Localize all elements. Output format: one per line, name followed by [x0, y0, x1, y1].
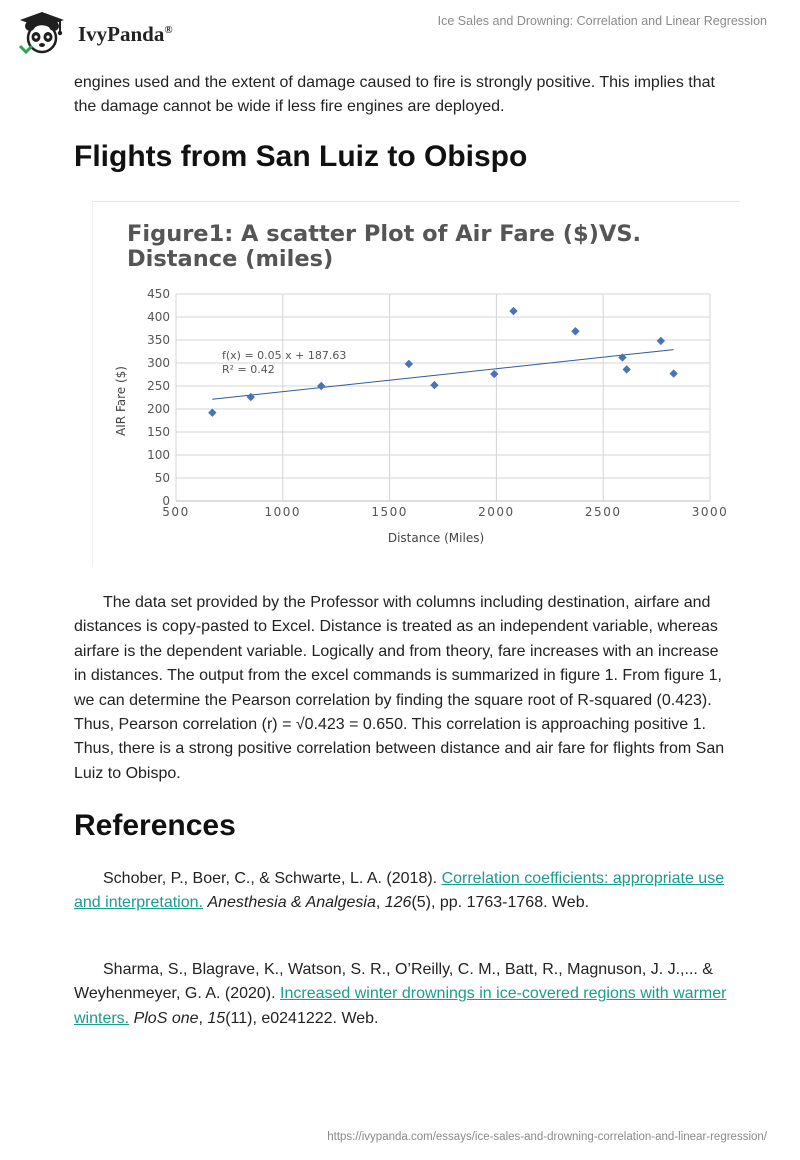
logo-text: [78, 22, 173, 47]
page-title: Ice Sales and Drowning: Correlation and Linear Regression: [437, 14, 767, 28]
source-url[interactable]: https://ivypanda.com/essays/ice-sales-and-drowning-correlation-and-linear-regression/: [327, 1131, 767, 1143]
reference-volume: 126: [384, 894, 412, 912]
registered-mark: ®: [164, 24, 173, 36]
y-tick-label: 0: [162, 494, 170, 508]
reference-authors: Schober, P., Boer, C., & Schwarte, L. A. (2018).: [103, 870, 442, 887]
y-tick-label: 400: [147, 310, 170, 324]
analysis-paragraph: The data set provided by the Professor with columns including destination, airfare and distances is copy-pasted to Excel. Distance is treated as an independent variable, whereas airfare is the dependent variable. Logically and from theory, fare increases with an increase in distances. The output from the excel commands is summarized in figure 1. From figure 1, we can determine the Pearson correlation by finding the square root of R-squared (0.423). Thus, Pearson correlation (r) = √0.423 = 0.650. This correlation is approaching positive 1. Thus, there is a strong positive correlation between distance and air fare for flights from San Luiz to Obispo.: [74, 594, 725, 782]
reference-details: (5), pp. 1763-1768. Web.: [411, 894, 590, 912]
reference-details: (11), e0241222. Web.: [225, 1009, 379, 1027]
site-header: [0, 0, 800, 70]
scatter-chart: [92, 201, 740, 566]
y-tick-label: 50: [154, 471, 170, 485]
reference-volume: 15: [207, 1009, 226, 1027]
chart-title-line1: Figure1: A scatter Plot of Air Fare ($)VS.: [127, 221, 642, 247]
logo-name: IvyPanda: [78, 22, 165, 46]
reference-item: Schober, P., Boer, C., & Schwarte, L. A. (2018). Correlation coefficients: appropriate use and interpretation. Anesthesia & Analgesia, 126(5), pp. 1763-1768. Web.: [74, 870, 725, 912]
reference-item: Sharma, S., Blagrave, K., Watson, S. R., O’Reilly, C. M., Batt, R., Magnuson, J. J.,... & Weyhenmeyer, G. A. (2020). Increased winter drownings in ice-covered regions with warmer winters. PloS one, 15(11), e0241222. Web.: [74, 961, 727, 1027]
x-tick-label: 2500: [584, 505, 622, 519]
reference-journal: Anesthesia & Analgesia: [207, 894, 376, 912]
x-tick-label: 500: [162, 505, 190, 519]
y-tick-label: 350: [147, 333, 170, 347]
panda-mascot-icon: [16, 10, 68, 54]
x-tick-label: 1500: [371, 505, 408, 519]
chart-svg: [92, 201, 740, 566]
x-tick-label: 1000: [264, 505, 302, 519]
reference-journal: PloS one: [133, 1009, 199, 1027]
y-tick-label: 150: [147, 425, 170, 439]
x-axis-label: Distance (Miles): [387, 531, 485, 545]
reference-link[interactable]: Correlation coefficients: appropriate use and interpretation.: [74, 870, 725, 912]
references-heading: References: [74, 809, 236, 842]
trend-equation: f(x) = 0.05 x + 187.63: [222, 349, 347, 362]
reference-link[interactable]: Increased winter drownings in ice-covered regions with warmer winters.: [74, 985, 727, 1027]
y-tick-label: 100: [147, 448, 170, 462]
x-tick-label: 2000: [478, 505, 515, 519]
y-tick-label: 200: [147, 402, 170, 416]
chart-title-line2: Distance (miles): [127, 246, 334, 272]
y-tick-label: 300: [147, 356, 170, 370]
y-axis-label: AIR Fare ($): [114, 366, 128, 436]
flights-heading: Flights from San Luiz to Obispo: [74, 140, 528, 173]
reference-authors: Sharma, S., Blagrave, K., Watson, S. R., O’Reilly, C. M., Batt, R., Magnuson, J. J.,... & Weyhenmeyer, G. A. (2020).: [74, 961, 713, 1003]
y-tick-label: 250: [147, 379, 170, 393]
r-squared-label: R² = 0.42: [222, 363, 275, 376]
ivypanda-logo[interactable]: [16, 10, 206, 58]
intro-paragraph: engines used and the extent of damage caused to fire is strongly positive. This implies that the damage cannot be wide if less fire engines are deployed.: [74, 74, 715, 116]
x-tick-label: 3000: [691, 505, 729, 519]
y-tick-label: 450: [147, 287, 170, 301]
